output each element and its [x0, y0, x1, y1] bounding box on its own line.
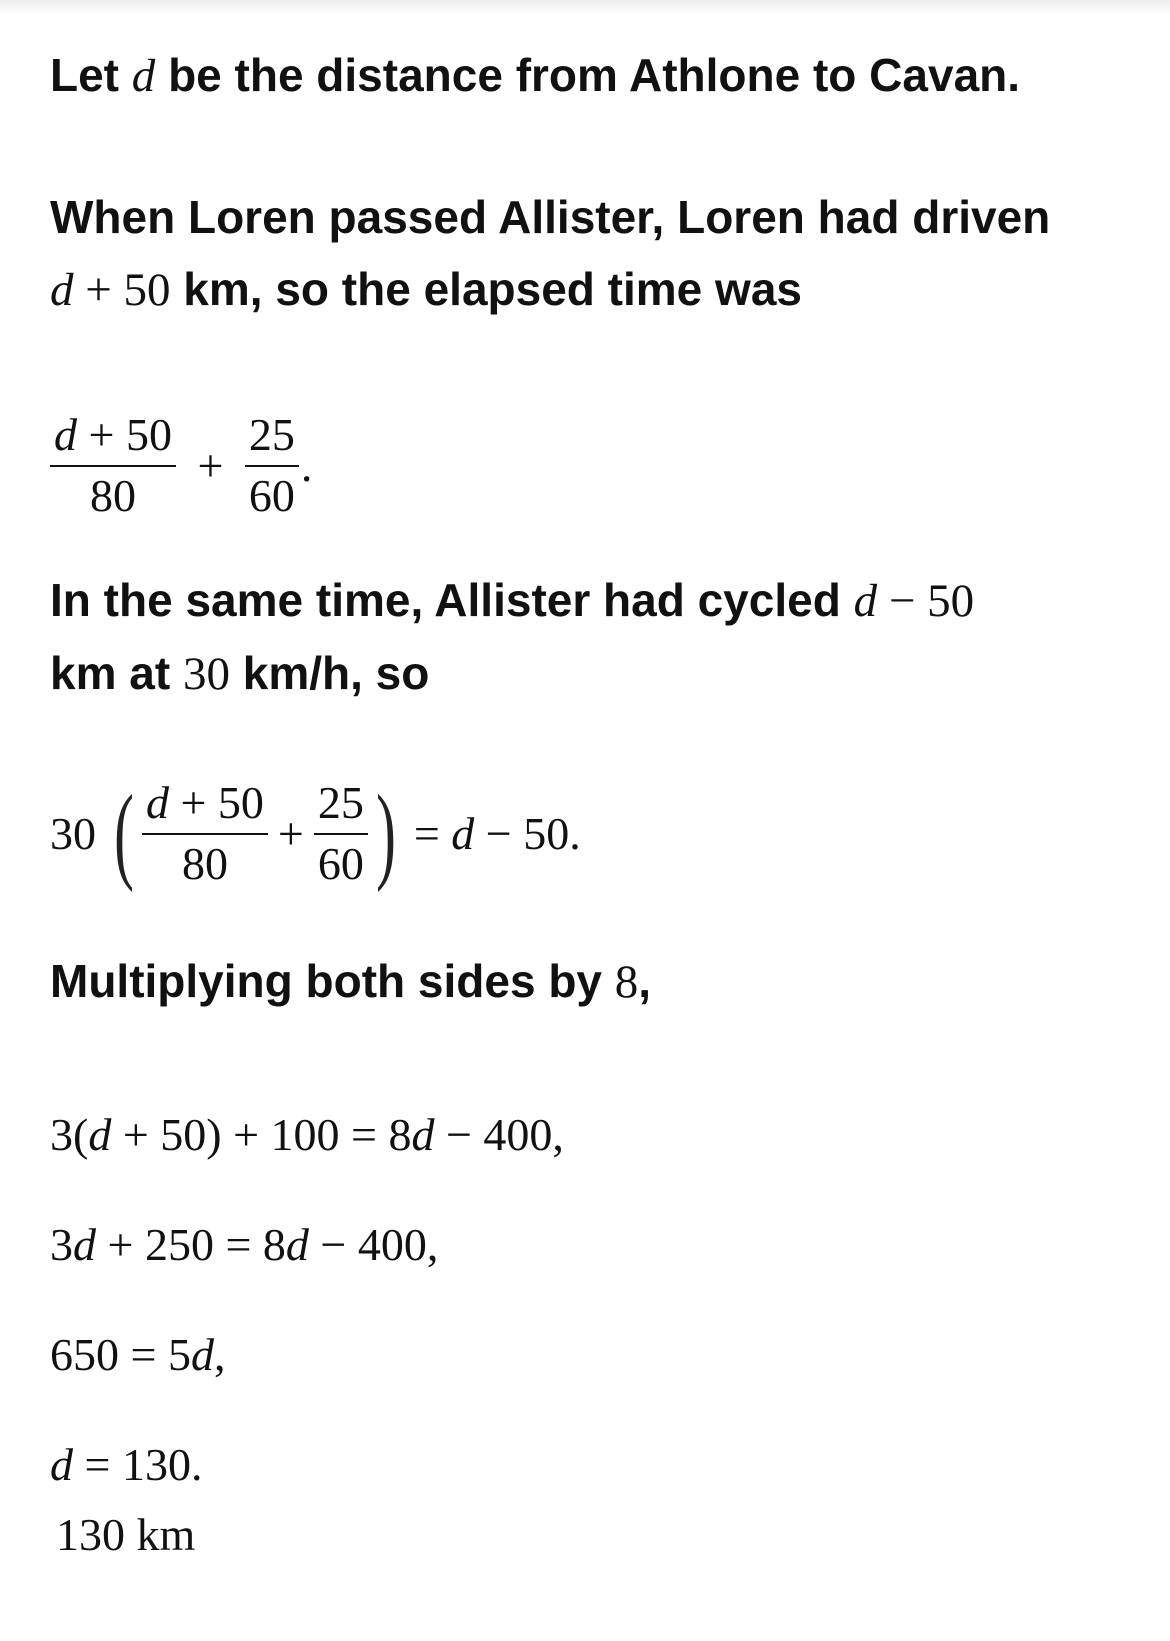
fraction-d-plus-50-over-80: $\frac{d + 50}{80}$: [142, 778, 268, 889]
math-30: 30: [182, 648, 230, 700]
intro-text-a: Let: [50, 49, 119, 101]
fraction-25-over-60: $\frac{25}{60}$: [245, 410, 299, 521]
intro-line: [50, 49, 1021, 102]
plus-sign: +: [197, 439, 224, 491]
fraction-25-over-60: $\frac{25}{60}$: [314, 778, 368, 889]
paragraph-loren-text-b: km, so the elapsed time was: [183, 263, 802, 315]
multiplying-text: Multiplying both sides by: [50, 955, 602, 1007]
equation-step-1: 3(d + 50) + 100 = 8d − 400,: [50, 1109, 564, 1160]
multiplying-line: [50, 955, 652, 1008]
equation-cycling: [50, 773, 591, 893]
paragraph-allister-text-c: km/h, so: [242, 647, 430, 699]
paragraph-loren-text: When Loren passed Allister, Loren had driven: [50, 191, 1051, 243]
paragraph-allister-line2: [50, 647, 430, 700]
left-paren: (: [114, 773, 134, 893]
right-paren: ): [375, 773, 396, 893]
top-shade: [0, 0, 1170, 14]
coefficient-30: 30: [50, 807, 96, 859]
intro-text-b: be the distance from Athlone to Cavan.: [168, 49, 1021, 101]
paragraph-allister-text: In the same time, Allister had cycled: [50, 574, 841, 626]
equation-elapsed-time: [50, 410, 314, 521]
paragraph-loren-line1: [50, 191, 1051, 243]
paragraph-allister-line1: [50, 574, 975, 627]
equation-step-4: d = 130.: [50, 1439, 203, 1490]
variable-d: d: [131, 50, 156, 102]
paragraph-allister-text-b: km at: [50, 647, 171, 699]
plus-sign: +: [277, 807, 304, 859]
paragraph-loren-line2: [50, 263, 802, 316]
fraction-d-plus-50-over-80: $\frac{d + 50}{80}$: [50, 410, 176, 521]
equation-step-2: 3d + 250 = 8d − 400,: [50, 1219, 439, 1270]
math-d-minus-50: d − 50: [853, 575, 975, 627]
final-answer: 130 km: [56, 1509, 196, 1560]
math-8: 8: [614, 956, 639, 1008]
comma: ,: [638, 955, 652, 1007]
period: .: [300, 439, 313, 491]
equation-step-3: 650 = 5d,: [50, 1329, 226, 1380]
equation-rhs: = d − 50.: [413, 807, 581, 859]
math-d-plus-50: d + 50: [50, 264, 171, 316]
